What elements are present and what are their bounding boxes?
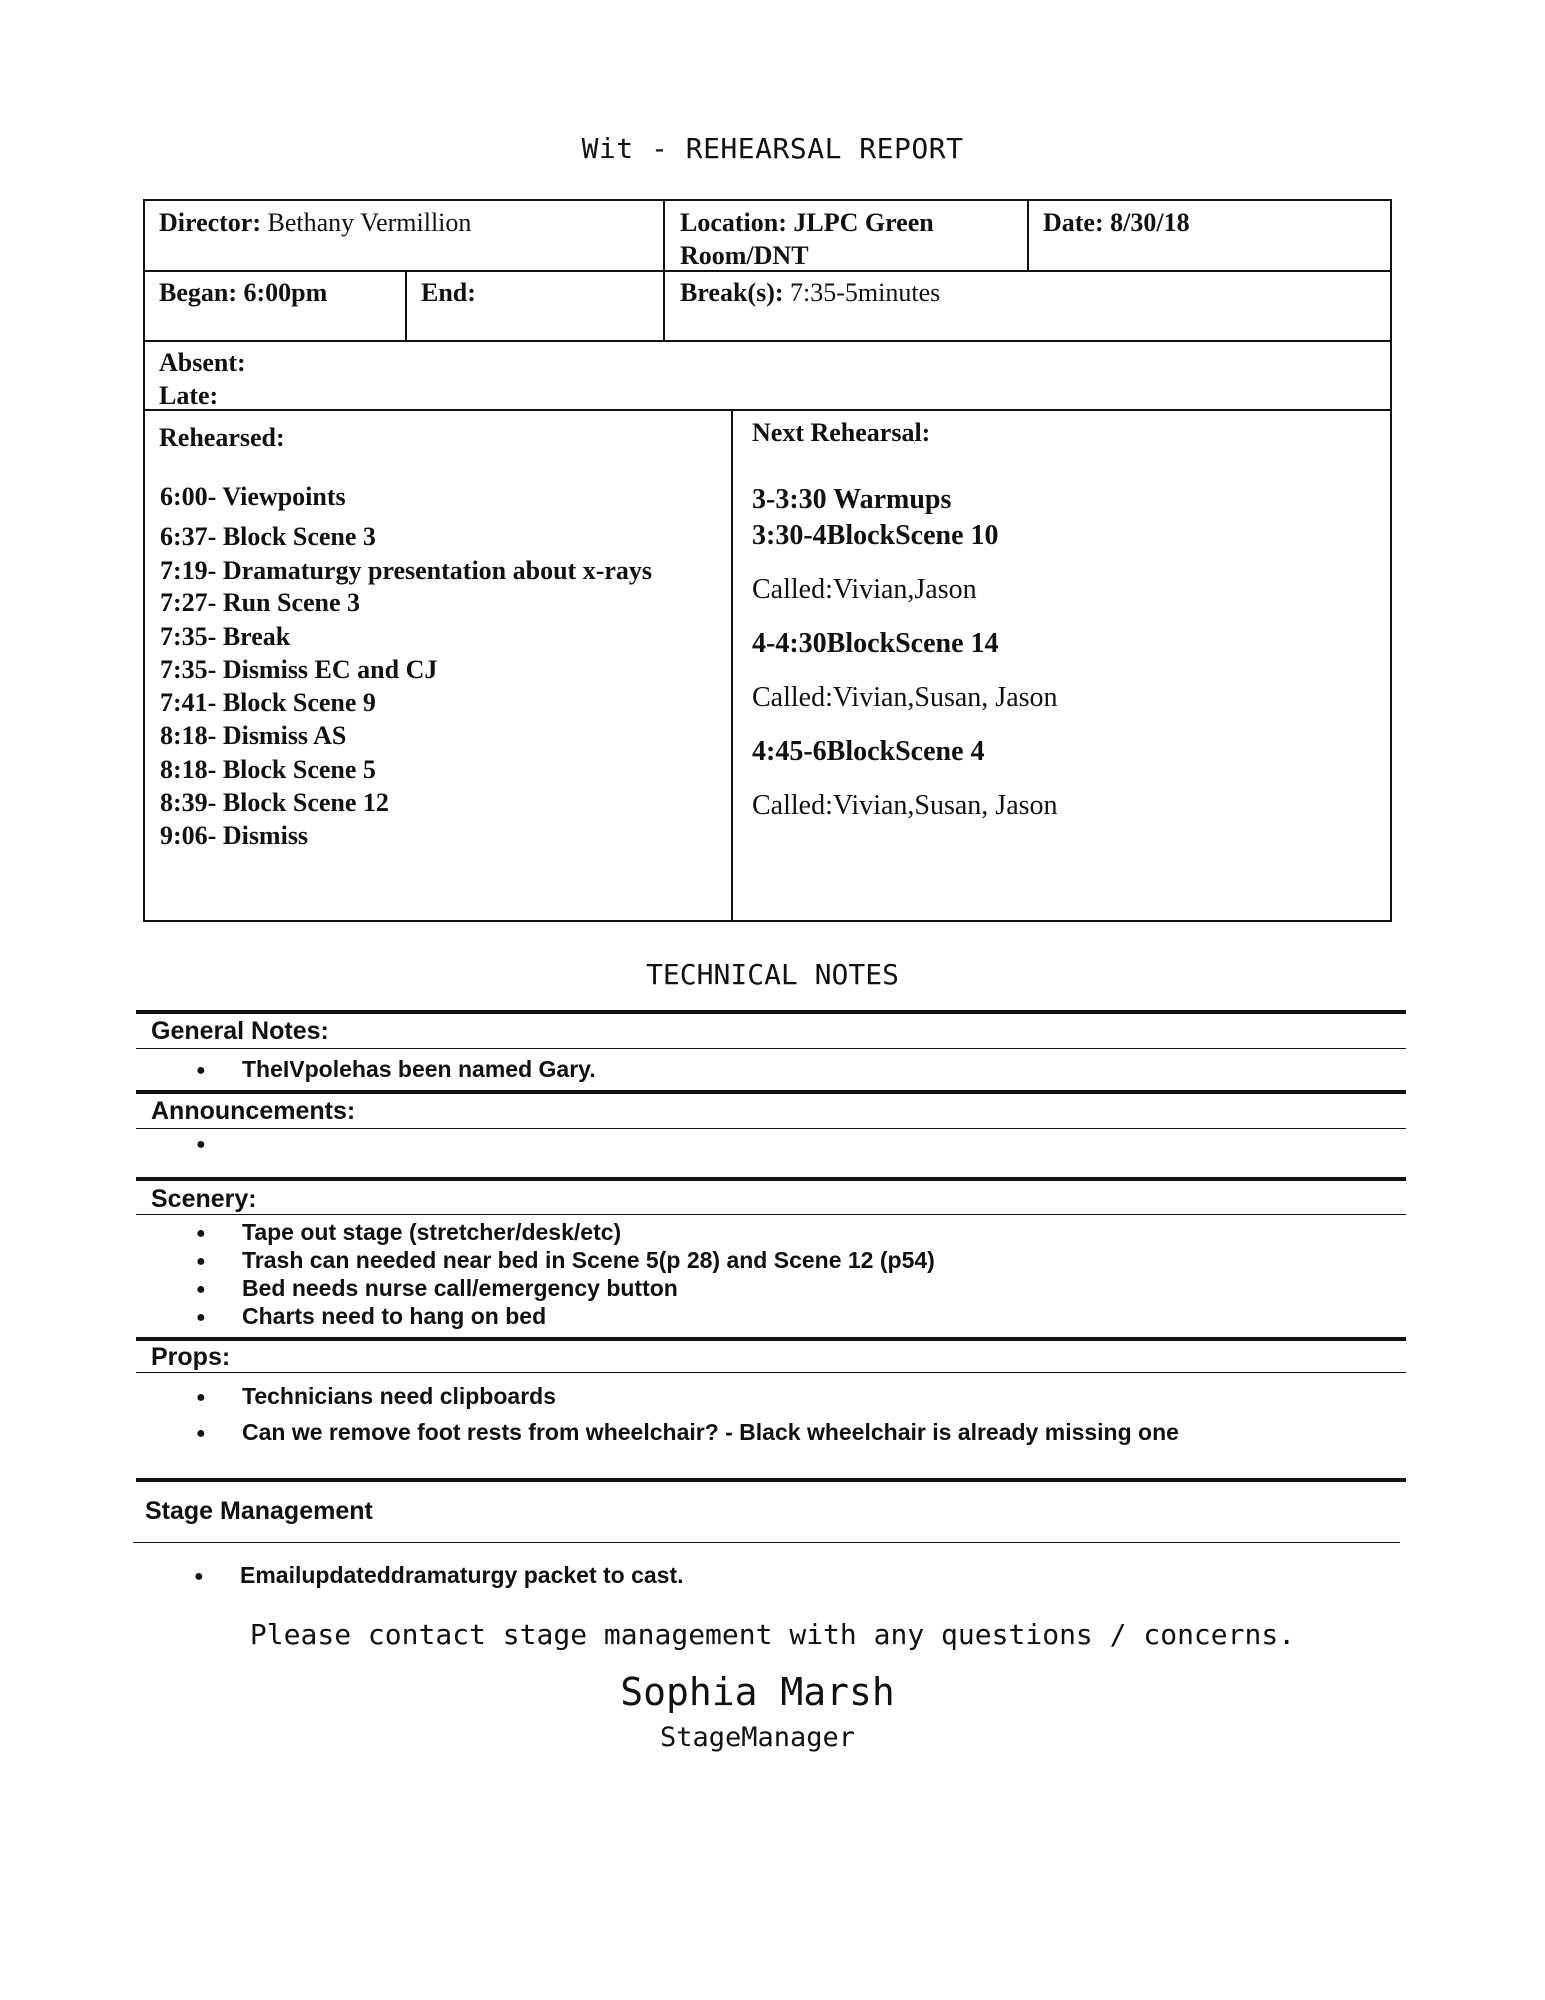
bullet-icon: ● bbox=[196, 1309, 206, 1326]
section-rule-thick bbox=[136, 1177, 1406, 1181]
began-cell: Began: 6:00pm bbox=[159, 278, 328, 307]
location-line2: Room/DNT bbox=[680, 241, 809, 270]
general-notes-label: General Notes: bbox=[151, 1017, 329, 1045]
rehearsed-item: 7:27- Run Scene 3 bbox=[160, 588, 361, 617]
rehearsed-item: 7:19- Dramaturgy presentation about x-rays bbox=[160, 556, 653, 585]
director-label: Director: bbox=[159, 208, 262, 237]
section-rule-thin bbox=[136, 1214, 1406, 1215]
report-title: Wit - REHEARSAL REPORT bbox=[581, 132, 964, 165]
rehearsed-item: 7:41- Block Scene 9 bbox=[160, 688, 376, 717]
announcements-label: Announcements: bbox=[151, 1097, 356, 1125]
bullet-icon: ● bbox=[196, 1425, 206, 1442]
rehearsed-label: Rehearsed: bbox=[159, 423, 285, 452]
bullet-icon: ● bbox=[196, 1225, 206, 1242]
scenery-label: Scenery: bbox=[151, 1185, 257, 1213]
table-border-top bbox=[143, 199, 1392, 201]
table-border-bottom bbox=[143, 920, 1392, 922]
scenery-item: Tape out stage (stretcher/desk/etc) bbox=[242, 1219, 622, 1245]
end-cell: End: bbox=[421, 278, 476, 307]
technical-notes-heading: TECHNICAL NOTES bbox=[646, 958, 899, 991]
rehearsed-item: 7:35- Break bbox=[160, 622, 291, 651]
stage-management-item: Emailupdateddramaturgy packet to cast. bbox=[240, 1562, 684, 1588]
table-col-divider bbox=[1027, 199, 1029, 272]
bullet-icon: ● bbox=[196, 1062, 206, 1079]
section-rule-thin bbox=[136, 1372, 1406, 1373]
section-rule-thin bbox=[133, 1542, 1400, 1543]
breaks-cell bbox=[680, 276, 940, 309]
location-cell bbox=[680, 206, 934, 272]
bullet-icon: ● bbox=[196, 1253, 206, 1270]
scenery-item: Trash can needed near bed in Scene 5(p 28) and Scene 12 (p54) bbox=[242, 1247, 935, 1273]
rehearsed-item: 8:39- Block Scene 12 bbox=[160, 788, 389, 817]
next-rehearsal-line: 3:30-4BlockScene 10 bbox=[752, 520, 999, 551]
next-rehearsal-line: Called:Vivian,Jason bbox=[752, 574, 977, 605]
next-rehearsal-line: Called:Vivian,Susan, Jason bbox=[752, 790, 1058, 821]
rehearsed-item: 6:00- Viewpoints bbox=[160, 482, 346, 511]
next-rehearsal-line: 4:45-6BlockScene 4 bbox=[752, 736, 985, 767]
bullet-icon: ● bbox=[196, 1389, 206, 1406]
contact-note: Please contact stage management with any questions / concerns. bbox=[249, 1618, 1296, 1651]
table-col-divider bbox=[405, 270, 407, 342]
section-rule-thin bbox=[136, 1048, 1406, 1049]
late-label: Late: bbox=[159, 381, 219, 408]
breaks-value: 7:35-5minutes bbox=[790, 278, 941, 307]
signature-name: Sophia Marsh bbox=[620, 1670, 895, 1714]
breaks-label: Break(s): bbox=[680, 278, 784, 307]
props-item: Technicians need clipboards bbox=[242, 1383, 556, 1409]
general-note-item: TheIVpolehas been named Gary. bbox=[242, 1056, 596, 1082]
rehearsed-item: 7:35- Dismiss EC and CJ bbox=[160, 655, 438, 684]
props-label: Props: bbox=[151, 1343, 231, 1371]
director-value: Bethany Vermillion bbox=[267, 208, 472, 237]
rehearsed-item: 9:06- Dismiss bbox=[160, 821, 309, 850]
section-rule-thin bbox=[136, 1128, 1406, 1129]
signature-role: StageManager bbox=[659, 1722, 856, 1753]
section-rule-thick bbox=[136, 1478, 1406, 1482]
rehearsed-item: 6:37- Block Scene 3 bbox=[160, 522, 376, 551]
scenery-item: Bed needs nurse call/emergency button bbox=[242, 1275, 678, 1301]
rehearsed-item: 8:18- Dismiss AS bbox=[160, 721, 347, 750]
next-rehearsal-line: 3-3:30 Warmups bbox=[752, 484, 952, 515]
table-row-divider bbox=[143, 409, 1392, 411]
rehearsed-item: 8:18- Block Scene 5 bbox=[160, 755, 376, 784]
next-rehearsal-line: Called:Vivian,Susan, Jason bbox=[752, 682, 1058, 713]
section-rule-thick bbox=[136, 1337, 1406, 1341]
next-rehearsal-line: 4-4:30BlockScene 14 bbox=[752, 628, 999, 659]
table-row-divider bbox=[143, 340, 1392, 342]
absent-label: Absent: bbox=[159, 348, 246, 377]
props-item: Can we remove foot rests from wheelchair? - Black wheelchair is already missing one bbox=[242, 1419, 1179, 1445]
bullet-icon: ● bbox=[196, 1281, 206, 1298]
table-border-right bbox=[1390, 199, 1392, 922]
section-rule-thick bbox=[136, 1010, 1406, 1014]
location-line1: Location: JLPC Green bbox=[680, 208, 934, 237]
table-col-divider bbox=[731, 409, 733, 922]
stage-management-label: Stage Management bbox=[145, 1497, 373, 1525]
table-col-divider bbox=[663, 199, 665, 342]
date-cell: Date: 8/30/18 bbox=[1043, 208, 1190, 237]
bullet-icon: ● bbox=[194, 1568, 204, 1585]
section-rule-thick bbox=[136, 1090, 1406, 1094]
next-rehearsal-label: Next Rehearsal: bbox=[752, 418, 931, 447]
director-cell bbox=[159, 206, 471, 239]
scenery-item: Charts need to hang on bed bbox=[242, 1303, 547, 1329]
table-border-left bbox=[143, 199, 145, 922]
bullet-icon: ● bbox=[196, 1136, 206, 1153]
